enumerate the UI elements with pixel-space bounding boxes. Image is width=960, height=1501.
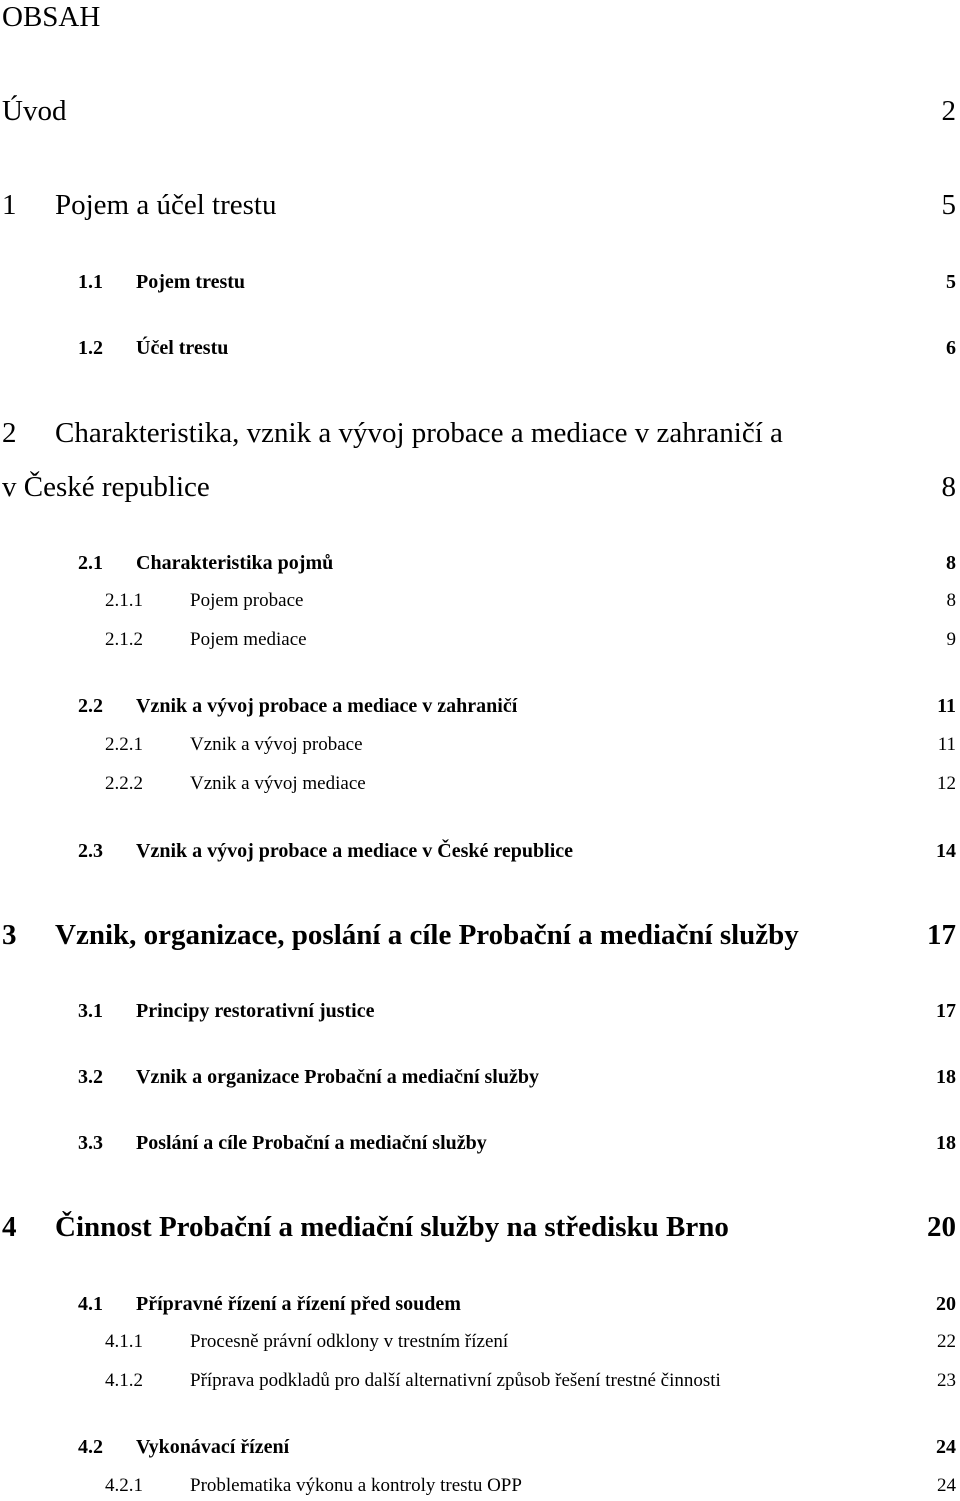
toc-page: 2	[941, 95, 956, 127]
toc-text: Vznik a organizace Probační a mediační služby	[136, 1066, 539, 1088]
toc-num: 2.2.1	[105, 734, 143, 755]
toc-page: 17	[927, 919, 956, 951]
toc-page: 5	[941, 189, 956, 221]
toc-text: Procesně právní odklony v trestním řízení	[190, 1331, 509, 1352]
toc-num: 2.1.2	[105, 629, 143, 650]
toc-num: 2	[2, 417, 17, 449]
toc-page: 17	[936, 1000, 956, 1022]
toc-page: 8	[946, 552, 956, 574]
toc-page: 8	[946, 590, 956, 611]
toc-text: Vznik a vývoj probace	[190, 734, 363, 755]
toc-num: 1	[2, 189, 17, 221]
toc-page: 20	[936, 1293, 956, 1315]
toc-page: 24	[936, 1436, 956, 1458]
toc-page: 22	[937, 1331, 956, 1352]
toc-num: 4.2.1	[105, 1475, 143, 1496]
toc-num: 2.1	[78, 552, 103, 574]
toc-num: 4.1.1	[105, 1331, 143, 1352]
toc-page: 8	[941, 471, 956, 503]
toc-text: Činnost Probační a mediační služby na středisku Brno	[55, 1211, 729, 1243]
toc-page: 23	[937, 1370, 956, 1391]
toc-num: 3.2	[78, 1066, 103, 1088]
toc-text: Poslání a cíle Probační a mediační služby	[136, 1132, 487, 1154]
toc-page: 20	[927, 1211, 956, 1243]
toc-page: 6	[946, 337, 956, 359]
toc-text: Vznik a vývoj probace a mediace v České republice	[136, 840, 574, 862]
toc-page: 18	[936, 1132, 956, 1154]
toc-num: 2.1.1	[105, 590, 143, 611]
toc-num: 2.3	[78, 840, 103, 862]
toc-text: Úvod	[2, 95, 67, 127]
toc-num: 1.2	[78, 337, 103, 359]
toc-text: Příprava podkladů pro další alternativní způsob řešení trestné činnosti	[190, 1370, 721, 1391]
toc-text: Pojem probace	[190, 590, 304, 611]
toc-page: 5	[946, 271, 956, 293]
toc-num: 3	[2, 919, 17, 951]
toc-num: 4.2	[78, 1436, 103, 1458]
toc-num: 4.1.2	[105, 1370, 143, 1391]
toc-page: 11	[937, 695, 956, 717]
toc-num: 1.1	[78, 271, 103, 293]
page-title: OBSAH	[2, 1, 101, 33]
toc-text: Charakteristika pojmů	[136, 552, 334, 574]
toc-text: Problematika výkonu a kontroly trestu OPP	[190, 1475, 522, 1496]
toc-num: 4.1	[78, 1293, 103, 1315]
toc-num: 3.1	[78, 1000, 103, 1022]
toc-text: Přípravné řízení a řízení před soudem	[136, 1293, 461, 1315]
toc-num: 3.3	[78, 1132, 103, 1154]
toc-text-cont: v České republice	[2, 471, 210, 503]
toc-text: Pojem mediace	[190, 629, 307, 650]
toc-num: 2.2.2	[105, 773, 143, 794]
toc-text: Pojem a účel trestu	[55, 189, 277, 221]
toc-text: Principy restorativní justice	[136, 1000, 375, 1022]
toc-page: 24	[937, 1475, 956, 1496]
toc-num: 2.2	[78, 695, 103, 717]
toc-text: Vykonávací řízení	[136, 1436, 290, 1458]
toc-num: 4	[2, 1211, 17, 1243]
toc-page: 14	[936, 840, 956, 862]
toc-page: 11	[937, 734, 956, 755]
toc-page: 18	[936, 1066, 956, 1088]
toc-page: 9	[946, 629, 956, 650]
toc-text: Vznik a vývoj probace a mediace v zahraničí	[136, 695, 518, 717]
toc-text: Účel trestu	[136, 337, 229, 359]
toc-page: 12	[937, 773, 956, 794]
toc-text: Pojem trestu	[136, 271, 246, 293]
toc-text: Vznik a vývoj mediace	[190, 773, 366, 794]
toc-text: Vznik, organizace, poslání a cíle Probační a mediační služby	[55, 919, 799, 951]
toc-text: Charakteristika, vznik a vývoj probace a mediace v zahraničí a	[55, 417, 783, 449]
